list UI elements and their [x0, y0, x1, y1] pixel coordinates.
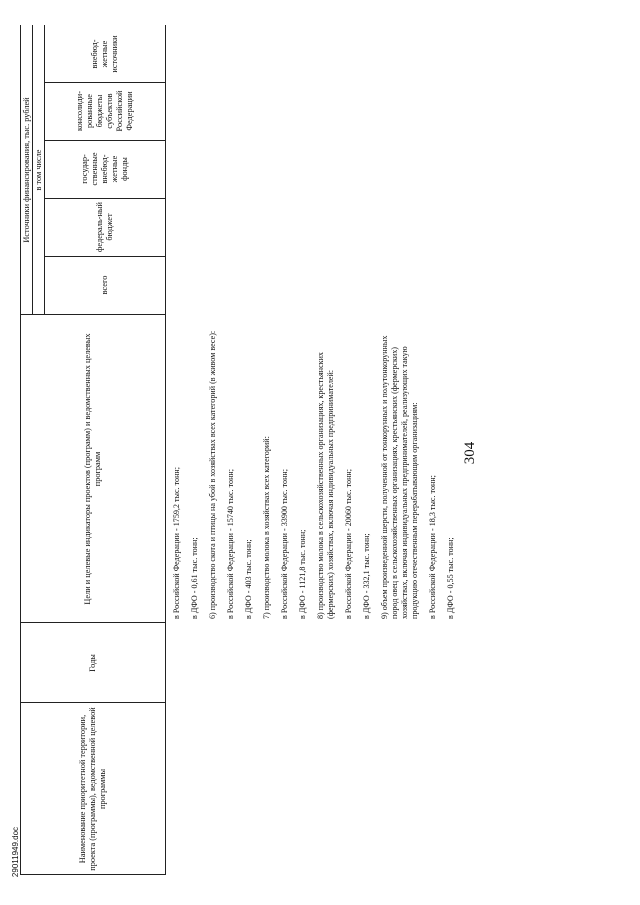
- rotated-page: [20, 25, 620, 875]
- header-consolidated: консолиди-рованные бюджеты субъектов Российской Федерации: [75, 90, 134, 132]
- header-federal: федераль-ный бюджет: [95, 202, 114, 252]
- header-total: всего: [100, 275, 109, 295]
- header-including: в том числе: [33, 149, 43, 191]
- list-item: в Российской Федерации - 1759,2 тыс. тонн;: [172, 466, 181, 619]
- header-years: Годы: [87, 654, 97, 672]
- col-divider-2: [20, 622, 165, 623]
- footer-filename: 29011949.doc: [11, 826, 20, 878]
- list-item: в ДФО - 1121,8 тыс. тонн;: [298, 529, 307, 619]
- list-item: 7) производство молока в хозяйствах всех категорий:: [262, 436, 271, 619]
- list-item: в Российской Федерации - 20060 тыс. тонн;: [344, 469, 353, 619]
- table-left-border: [20, 874, 165, 875]
- funding-table: [20, 25, 620, 875]
- header-bottom-border: [165, 25, 166, 875]
- list-item: в Российской Федерации - 15740 тыс. тонн;: [226, 469, 235, 619]
- goals-list: [172, 319, 532, 619]
- list-item: в ДФО - 0,61 тыс. тонн;: [190, 537, 199, 619]
- header-extrabudget: внебюд-жетные источники: [90, 35, 119, 73]
- list-item: в Российской Федерации - 18,3 тыс. тонн;: [428, 475, 437, 619]
- header-name: Наименование приоритетной территории, проекта (программы), ведомственной целевой программы: [77, 707, 107, 871]
- list-item: в ДФО - 403 тыс. тонн;: [244, 539, 253, 619]
- header-goals: Цели и целевые индикаторы проектов (программ) и ведомственных целевых программ: [82, 333, 102, 605]
- list-item: в Российской Федерации - 33900 тыс. тонн;: [280, 469, 289, 619]
- list-item: в ДФО - 0,55 тыс. тонн;: [446, 537, 455, 619]
- list-item: 9) объем произведенной шерсти, полученной от тонкорунных и полутонкорунных пород овец в сельскохозяйственных организациях, крестьянских (фермерских) хозяйствах, включая индивидуальных предпринимателей, реализующих такую продукцию отечественным перерабатывающим организациям:: [380, 335, 419, 619]
- list-item: в ДФО - 332,1 тыс. тонн;: [362, 533, 371, 619]
- header-state-funds: государ-ственные внебюд-жетные фонды: [80, 152, 129, 186]
- col-divider-3: [20, 314, 165, 315]
- page-number: 304: [462, 441, 478, 465]
- list-item: 6) производство скота и птицы на убой в хозяйствах всех категорий (в живом весе):: [208, 330, 217, 619]
- list-item: 8) производство молока в сельскохозяйственных организациях, крестьянских (фермерских) хозяйствах, включая индивидуальных предпринимателей:: [316, 352, 335, 619]
- col-divider-1: [20, 702, 165, 703]
- header-funding: Источники финансирования, тыс. рублей: [21, 97, 31, 243]
- including-border: [44, 25, 45, 315]
